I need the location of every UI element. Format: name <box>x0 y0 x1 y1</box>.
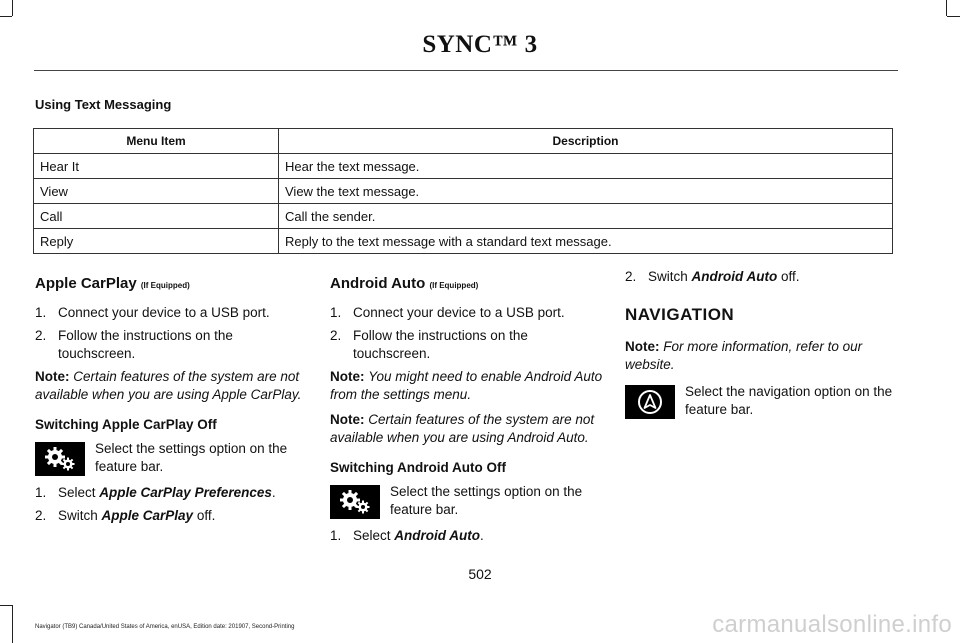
step-number: 2. <box>330 328 342 343</box>
table-row <box>34 154 893 179</box>
table-row <box>34 204 893 229</box>
step-text <box>353 527 484 545</box>
menu-option: Android Auto <box>394 528 481 543</box>
step-number: 2. <box>625 269 637 284</box>
settings-instruction <box>35 440 309 476</box>
section-heading-apple-carplay <box>35 274 309 296</box>
list-item <box>35 304 309 322</box>
crop-mark <box>12 0 13 16</box>
column-android-auto <box>330 274 604 545</box>
gear-icon <box>330 485 380 519</box>
step-text-post: off. <box>777 269 800 284</box>
header-rule <box>34 70 898 71</box>
step-text-post: off. <box>193 508 216 523</box>
text-messaging-table <box>33 128 893 254</box>
subheading-switching-off: Switching Android Auto Off <box>330 460 506 475</box>
step-number: 1. <box>330 528 342 543</box>
column-header-menu-item: Menu Item <box>34 129 279 154</box>
step-number: 1. <box>35 485 47 500</box>
list-item <box>330 527 604 545</box>
crop-mark <box>947 16 960 17</box>
step-text <box>58 507 215 525</box>
step-text-pre: Select <box>353 528 395 543</box>
note-text: Certain features of the system are not available when you are using Android Auto. <box>330 412 595 445</box>
heading-text: Apple CarPlay <box>35 275 137 292</box>
icon-instruction-text: Select the navigation option on the feature bar. <box>685 384 893 417</box>
note-text: You might need to enable Android Auto from the settings menu. <box>330 369 603 402</box>
subheading-switching-off: Switching Apple CarPlay Off <box>35 417 217 432</box>
step-text: Connect your device to a USB port. <box>58 305 270 320</box>
menu-option: Android Auto <box>691 269 778 284</box>
icon-instruction-text: Select the settings option on the feature bar. <box>390 484 583 517</box>
footer-edition-info: Navigator (TB9) Canada/United States of America, enUSA, Edition date: 201907, Second-Printing <box>35 624 295 630</box>
note <box>330 368 604 404</box>
note <box>330 411 604 447</box>
crop-mark <box>12 605 13 643</box>
note <box>625 338 899 374</box>
watermark: carmanualsonline.info <box>712 611 952 638</box>
step-text <box>648 268 800 286</box>
list-item <box>330 327 604 363</box>
step-text: Follow the instructions on the touchscreen. <box>353 328 528 361</box>
note-label: Note: <box>35 369 70 384</box>
step-text-post: . <box>480 528 484 543</box>
settings-instruction <box>330 483 604 519</box>
table-header-row <box>34 129 893 154</box>
list-item <box>35 484 309 502</box>
note <box>35 368 309 404</box>
table-cell-desc: View the text message. <box>279 179 893 204</box>
table-title: Using Text Messaging <box>35 97 172 112</box>
page-number: 502 <box>468 566 492 582</box>
step-number: 1. <box>330 305 342 320</box>
step-text-pre: Select <box>58 485 100 500</box>
section-heading-navigation: NAVIGATION <box>625 305 735 324</box>
table-cell-desc: Call the sender. <box>279 204 893 229</box>
column-header-description: Description <box>279 129 893 154</box>
crop-mark <box>0 605 12 606</box>
list-item <box>35 327 309 363</box>
note-label: Note: <box>330 412 365 427</box>
step-text <box>58 484 276 502</box>
step-number: 1. <box>35 305 47 320</box>
navigation-arrow-icon <box>625 385 675 419</box>
note-label: Note: <box>330 369 365 384</box>
step-text: Connect your device to a USB port. <box>353 305 565 320</box>
step-number: 2. <box>35 328 47 343</box>
if-equipped-label: (If Equipped) <box>429 281 479 290</box>
crop-mark <box>946 0 947 16</box>
list-item <box>625 268 899 286</box>
step-text-pre: Switch <box>648 269 692 284</box>
icon-instruction-text: Select the settings option on the feature bar. <box>95 441 288 474</box>
step-text-pre: Switch <box>58 508 102 523</box>
running-head: SYNC™ 3 <box>422 31 538 58</box>
table-row <box>34 179 893 204</box>
table-cell-desc: Reply to the text message with a standard text message. <box>279 229 893 254</box>
note-text: Certain features of the system are not available when you are using Apple CarPlay. <box>35 369 302 402</box>
gear-icon <box>35 442 85 476</box>
table-cell-item: View <box>34 179 279 204</box>
table-cell-item: Call <box>34 204 279 229</box>
note-label: Note: <box>625 339 660 354</box>
step-number: 2. <box>35 508 47 523</box>
list-item <box>330 304 604 322</box>
section-heading-android-auto <box>330 274 604 296</box>
table-cell-item: Reply <box>34 229 279 254</box>
table-cell-desc: Hear the text message. <box>279 154 893 179</box>
table-cell-item: Hear It <box>34 154 279 179</box>
column-navigation <box>625 268 899 427</box>
table-row <box>34 229 893 254</box>
list-item <box>35 507 309 525</box>
note-text: For more information, refer to our website. <box>625 339 863 372</box>
heading-text: Android Auto <box>330 275 426 292</box>
if-equipped-label: (If Equipped) <box>140 281 190 290</box>
step-text-post: . <box>271 485 276 500</box>
navigation-instruction <box>625 383 899 419</box>
crop-mark <box>0 16 12 17</box>
menu-option: Apple CarPlay Preferences <box>99 485 272 500</box>
menu-option: Apple CarPlay <box>101 508 194 523</box>
column-apple-carplay <box>35 274 309 525</box>
step-text: Follow the instructions on the touchscreen. <box>58 328 233 361</box>
